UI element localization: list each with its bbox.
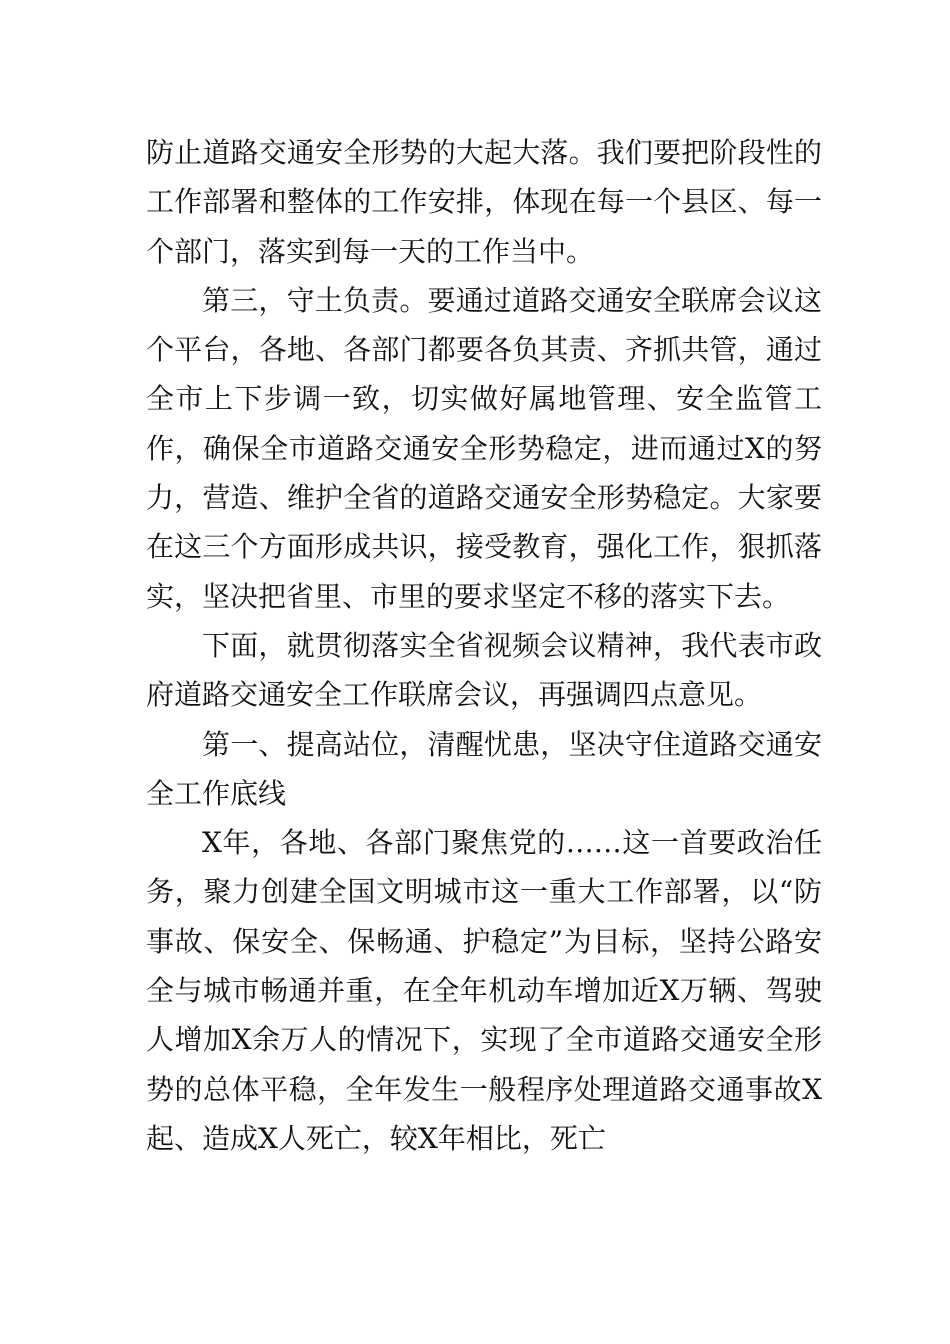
- paragraph-5: X年，各地、各部门聚焦党的……这一首要政治任务，聚力创建全国文明城市这一重大工作部署，以“防事故、保安全、保畅通、护稳定”为目标，坚持公路安全与城市畅通并重，在全年机动车增加近X万辆、驾驶人增加X余万人的情况下，实现了全市道路交通安全形势的总体平稳，全年发生一般程序处理道路交通事故X起、造成X人死亡，较X年相比，死亡: [146, 826, 822, 1155]
- paragraph-3: 下面，就贯彻落实全省视频会议精神，我代表市政府道路交通安全工作联席会议，再强调四点意见。: [146, 628, 822, 712]
- document-body: [146, 128, 822, 1163]
- paragraph-1: 防止道路交通安全形势的大起大落。我们要把阶段性的工作部署和整体的工作安排，体现在每一个县区、每一个部门，落实到每一天的工作当中。: [146, 136, 822, 268]
- paragraph-2: 第三，守土负责。要通过道路交通安全联席会议这个平台，各地、各部门都要各负其责、齐抓共管，通过全市上下步调一致，切实做好属地管理、安全监管工作，确保全市道路交通安全形势稳定，进而通过X的努力，营造、维护全省的道路交通安全形势稳定。大家要在这三个方面形成共识，接受教育，强化工作，狠抓落实，坚决把省里、市里的要求坚定不移的落实下去。: [146, 283, 822, 613]
- section-heading: 第一、提高站位，清醒忧患，坚决守住道路交通安全工作底线: [146, 727, 822, 810]
